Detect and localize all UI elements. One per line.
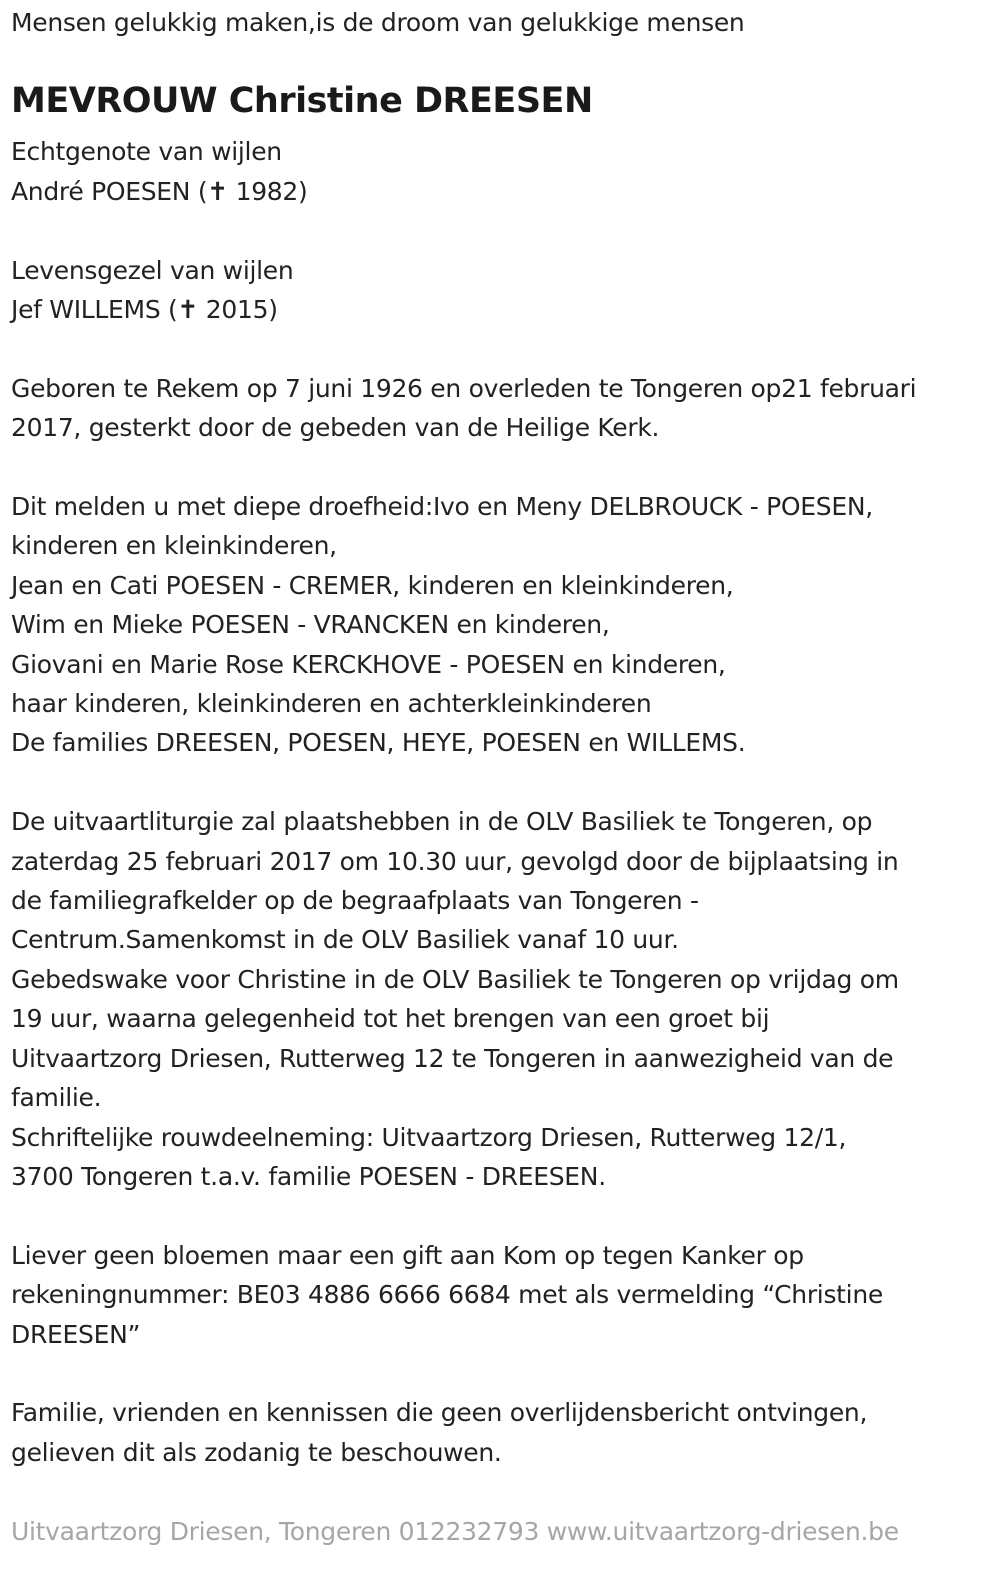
funeral-paragraph <box>11 802 986 1196</box>
birth-death-paragraph <box>11 369 986 448</box>
paragraph-line: Gebedswake voor Christine in de OLV Basiliek te Tongeren op vrijdag om <box>11 964 899 994</box>
paragraph-line: De uitvaartliturgie zal plaatshebben in de OLV Basiliek te Tongeren, op <box>11 807 873 837</box>
partner-name: Jef WILLEMS (✝ 2015) <box>11 295 278 325</box>
motto: Mensen gelukkig maken,is de droom van gelukkige mensen <box>11 8 745 37</box>
paragraph-line: Familie, vrienden en kennissen die geen overlijdensbericht ontvingen, <box>11 1398 868 1428</box>
spouse-relation: Echtgenote van wijlen <box>11 137 282 167</box>
spacer <box>11 1196 986 1235</box>
paragraph-line: 2017, gesterkt door de gebeden van de Heilige Kerk. <box>11 413 660 443</box>
spacer <box>11 448 986 487</box>
paragraph-line: 19 uur, waarna gelegenheid tot het brengen van een groet bij <box>11 1004 770 1034</box>
paragraph-line: Uitvaartzorg Driesen, Rutterweg 12 te Tongeren in aanwezigheid van de <box>11 1043 894 1073</box>
spouse-block <box>11 132 986 211</box>
spacer <box>11 763 986 802</box>
spouse-name: André POESEN (✝ 1982) <box>11 176 308 206</box>
spacer <box>11 1354 986 1393</box>
paragraph-line: familie. <box>11 1083 102 1113</box>
paragraph-line: haar kinderen, kleinkinderen en achterkleinkinderen <box>11 689 652 719</box>
paragraph-line: Dit melden u met diepe droefheid:Ivo en Meny DELBROUCK - POESEN, <box>11 492 873 522</box>
paragraph-line: De families DREESEN, POESEN, HEYE, POESEN en WILLEMS. <box>11 728 746 758</box>
donation-paragraph <box>11 1236 986 1354</box>
partner-relation: Levensgezel van wijlen <box>11 255 294 285</box>
paragraph-line: zaterdag 25 februari 2017 om 10.30 uur, gevolgd door de bijplaatsing in <box>11 846 899 876</box>
deceased-name: MEVROUW Christine DREESEN <box>11 81 593 122</box>
paragraph-line: DREESEN” <box>11 1319 141 1349</box>
paragraph-line: kinderen en kleinkinderen, <box>11 531 337 561</box>
spacer <box>11 211 986 250</box>
partner-block <box>11 251 986 330</box>
spacer <box>11 329 986 368</box>
paragraph-line: Schriftelijke rouwdeelneming: Uitvaartzorg Driesen, Rutterweg 12/1, <box>11 1122 847 1152</box>
paragraph-line: Liever geen bloemen maar een gift aan Kom op tegen Kanker op <box>11 1240 804 1270</box>
funeral-home-footer: Uitvaartzorg Driesen, Tongeren 012232793 www.uitvaartzorg-driesen.be <box>11 1517 899 1546</box>
paragraph-line: rekeningnummer: BE03 4886 6666 6684 met als vermelding “Christine <box>11 1280 883 1310</box>
paragraph-line: Geboren te Rekem op 7 juni 1926 en overleden te Tongeren op21 februari <box>11 373 917 403</box>
paragraph-line: Jean en Cati POESEN - CREMER, kinderen en kleinkinderen, <box>11 570 734 600</box>
closing-paragraph <box>11 1393 986 1472</box>
family-paragraph <box>11 487 986 763</box>
obituary-notice <box>11 0 986 1472</box>
paragraph-line: Centrum.Samenkomst in de OLV Basiliek vanaf 10 uur. <box>11 925 679 955</box>
paragraph-line: gelieven dit als zodanig te beschouwen. <box>11 1437 502 1467</box>
paragraph-line: 3700 Tongeren t.a.v. familie POESEN - DREESEN. <box>11 1161 606 1191</box>
paragraph-line: de familiegrafkelder op de begraafplaats van Tongeren - <box>11 886 699 916</box>
paragraph-line: Wim en Mieke POESEN - VRANCKEN en kinderen, <box>11 610 610 640</box>
paragraph-line: Giovani en Marie Rose KERCKHOVE - POESEN en kinderen, <box>11 649 726 679</box>
